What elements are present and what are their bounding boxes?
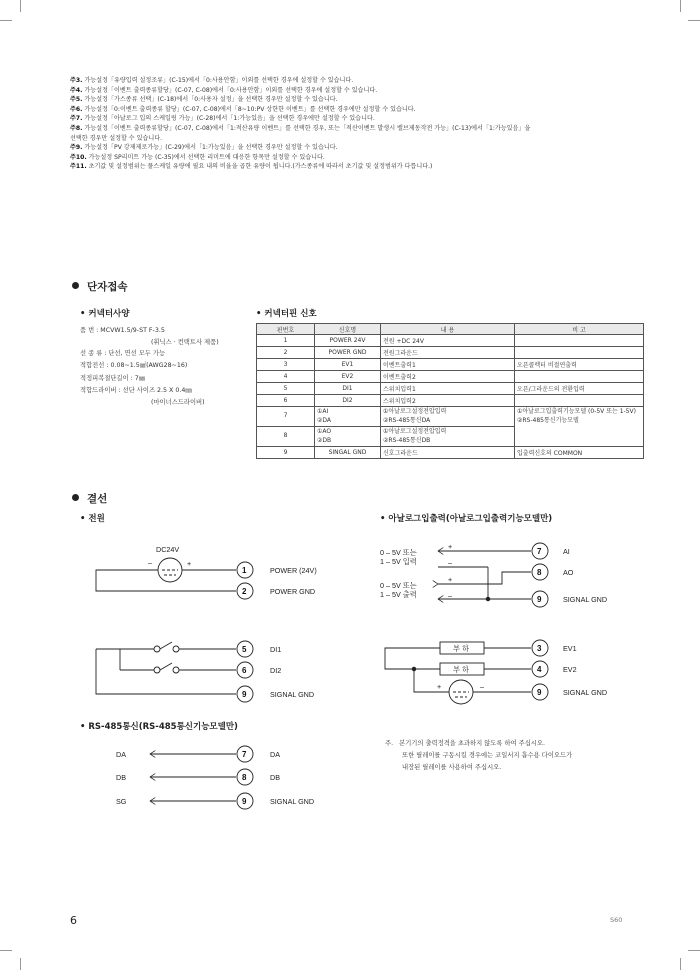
table-row: 6 DI2 스위치입력2 (257, 395, 644, 407)
svg-text:부 하: 부 하 (453, 665, 469, 674)
footnote: 주6. 가능설정「0:이벤트 출력종류 할당」(C-07, C-08)에서「8~10:PV 상한한 이벤트」를 선택한 경우에만 설정할 수 있습니다. (70, 105, 416, 113)
svg-text:–: – (448, 591, 452, 600)
minus-sign: – (148, 558, 152, 567)
footnote: 주11. 초기값 및 설정범위는 풀스케일 유량에 필요 내의 비율을 곱한 유량이 됩니다.(가스종류에 따라서 초기값 및 설정범위가 다릅니다.) (70, 163, 433, 171)
pin-label: SIGNAL GND (563, 688, 608, 697)
pin-label: SIGNAL GND (270, 797, 315, 806)
table-row: 8 ①AO ②DB ①아날로그설정전압입력 ②RS-485통신DB (257, 427, 644, 447)
footnote: 주4. 가능설정「이벤트 출력종류할당」(C-07, C-08)에서「0:사용안함」이외를 선택한 경우에 설정할 수 있습니다. (70, 86, 378, 94)
model-code: S60 (610, 916, 623, 924)
footnote: 주9. 가능설정「PV 강제제로가능」(C-29)에서「1:가능있음」을 선택한 경우만 설정할 수 있습니다. (70, 144, 338, 152)
pin-label: SIGNAL GND (563, 595, 608, 604)
footnote: 주5. 가능설정「가스종류 선택」(C-18)에서「0:사용자 설정」을 선택한 경우만 설정할 수 있습니다. (70, 96, 338, 104)
spec-row: 품 번 : MCVW1.5/9-ST F-3.5 (80, 327, 165, 334)
svg-text:8: 8 (242, 773, 247, 782)
table-row: 9 SINGAL GND 신호그라운드 입출력신호의 COMMON (257, 447, 644, 459)
caution-line: 내장된 릴레이를 사용하여 주십시오. (402, 764, 502, 771)
caution-note (385, 738, 665, 774)
pin-label: SIGNAL GND (270, 690, 315, 699)
connector-spec-title: • 커넥터사양 (80, 309, 130, 319)
switch-contact-icon (154, 667, 160, 673)
rs485-left-label: DA (116, 750, 126, 759)
pin-label: DI1 (270, 645, 282, 654)
svg-text:–: – (480, 682, 484, 691)
plus-sign: + (187, 559, 192, 568)
analog-in-label: 0 – 5V 또는 (380, 548, 417, 557)
pin-label: AO (563, 568, 574, 577)
svg-text:6: 6 (242, 666, 247, 675)
pin-label: DA (270, 750, 280, 759)
spec-row: 적합드라이버 : 선단 사이즈 2.5 X 0.4㎜ (80, 387, 192, 394)
rs485-left-label: DB (116, 773, 126, 782)
svg-text:+: + (448, 575, 453, 584)
rs485-diagram (116, 746, 314, 809)
svg-text:4: 4 (537, 665, 542, 674)
spec-row: 적합전선 : 0.08~1.5㎟(AWG28~16) (80, 362, 188, 369)
table-row: 1 POWER 24V 전원 +DC 24V (257, 335, 644, 347)
svg-text:1: 1 (242, 566, 247, 575)
table-row: 4 EV2 이벤트출력2 (257, 371, 644, 383)
svg-text:5: 5 (242, 645, 247, 654)
section-heading-wiring: 결선 (72, 491, 107, 506)
svg-text:–: – (448, 558, 452, 567)
section-heading-terminal: 단자접속 (72, 279, 128, 294)
switch-contact-icon (154, 646, 160, 652)
spec-row: (휘닉스 · 컨택트사 제품) (151, 338, 219, 346)
page-number: 6 (70, 914, 77, 927)
rs485-left-label: SG (116, 797, 127, 806)
junction-dot (486, 597, 490, 601)
dc24v-label: DC24V (156, 545, 180, 554)
footnote: 주7. 가능설정「아날로그 입의 스케일링 가능」(C-28)에서「1:가능있음」을 선택한 경우에만 설정할 수 있습니다. (70, 115, 375, 123)
svg-text:9: 9 (242, 690, 247, 699)
table-row: 2 POWER GND 전원그라운드 (257, 347, 644, 359)
svg-text:7: 7 (537, 547, 542, 556)
power-diagram (96, 545, 317, 599)
svg-text:9: 9 (537, 595, 542, 604)
rs485-title: • RS-485통신(RS-485통신기능모델만) (80, 722, 238, 732)
analog-out-label: 0 – 5V 또는 (380, 581, 417, 590)
analog-out-label: 1 – 5V 출력 (380, 590, 417, 599)
table-row: 5 DI1 스위치입력1 오픈/그라운드의 전환입력 (257, 383, 644, 395)
caution-line: 또한 릴레이를 구동시킬 경우에는 코일서지 흡수용 다이오드가 (402, 752, 573, 759)
svg-text:7: 7 (242, 750, 247, 759)
col-header: 내 용 (381, 324, 515, 335)
svg-text:3: 3 (537, 644, 542, 653)
svg-text:9: 9 (537, 688, 542, 697)
analog-title: • 아날로그입출력(아날로그입출력기능모델만) (380, 514, 553, 524)
svg-text:8: 8 (537, 568, 542, 577)
pin-label: POWER (24V) (270, 566, 317, 575)
spec-row: 선 종 류 : 단선, 연선 모두 가능 (80, 349, 166, 357)
footnote: 주8. 가능설정「이벤트 출력종류할당」(C-07, C-08)에서「1:적산유량 이벤트」를 선택한 경우, 또는「적산이벤트 발생시 밸브제동작전 가능」(C-13)에서「1:가능있음」을 선택한 경우만 설정할 수 있습니다. (70, 124, 531, 142)
pin-label: DI2 (270, 666, 282, 675)
col-header: 신호명 (315, 324, 381, 335)
event-diagram (385, 640, 607, 704)
col-header: 비 고 (515, 324, 644, 335)
footnote: 주3. 가능설정「유량입력 설정조류」(C-15)에서「0:사용안함」이외를 선택한 경우에 설정할 수 있습니다. (70, 77, 354, 84)
analog-diagram (380, 542, 607, 607)
svg-text:9: 9 (242, 797, 247, 806)
svg-text:+: + (448, 542, 453, 551)
svg-text:2: 2 (242, 587, 247, 596)
spec-row: (마이너스드라이버) (151, 398, 205, 406)
pin-label: DB (270, 773, 280, 782)
svg-text:부 하: 부 하 (453, 644, 469, 653)
di-diagram (96, 641, 314, 702)
svg-text:+: + (437, 682, 442, 691)
analog-in-label: 1 – 5V 입력 (380, 557, 417, 566)
pin-signal-title: • 커넥터핀 신호 (256, 309, 317, 319)
spec-row: 적정피복절단길이 : 7㎜ (80, 374, 146, 382)
footnote: 주10. 가능설정 SP리미트 가능 (C-35)에서 선택한 리미트에 대응한 항목만 설정할 수 있습니다. (70, 153, 325, 161)
pin-label: EV1 (563, 644, 577, 653)
table-row: 7 ①AI ②DA ①아날로그설정전압입력 ②RS-485통신DA ①아날로그입출력기능모델 (0-5V 또는 1-5V) ②RS-485통신기능모델 (257, 407, 644, 427)
table-row: 3 EV1 이벤트출력1 오픈콜렉터 비절연출력 (257, 359, 644, 371)
caution-line: 주. 본기기의 출력정격을 초과하지 않도록 하여 주십시오. (385, 740, 545, 747)
pin-label: EV2 (563, 665, 577, 674)
col-header: 핀번호 (257, 324, 315, 335)
pin-label: AI (563, 547, 570, 556)
power-title: • 전원 (80, 514, 105, 524)
pin-label: POWER GND (270, 587, 316, 596)
